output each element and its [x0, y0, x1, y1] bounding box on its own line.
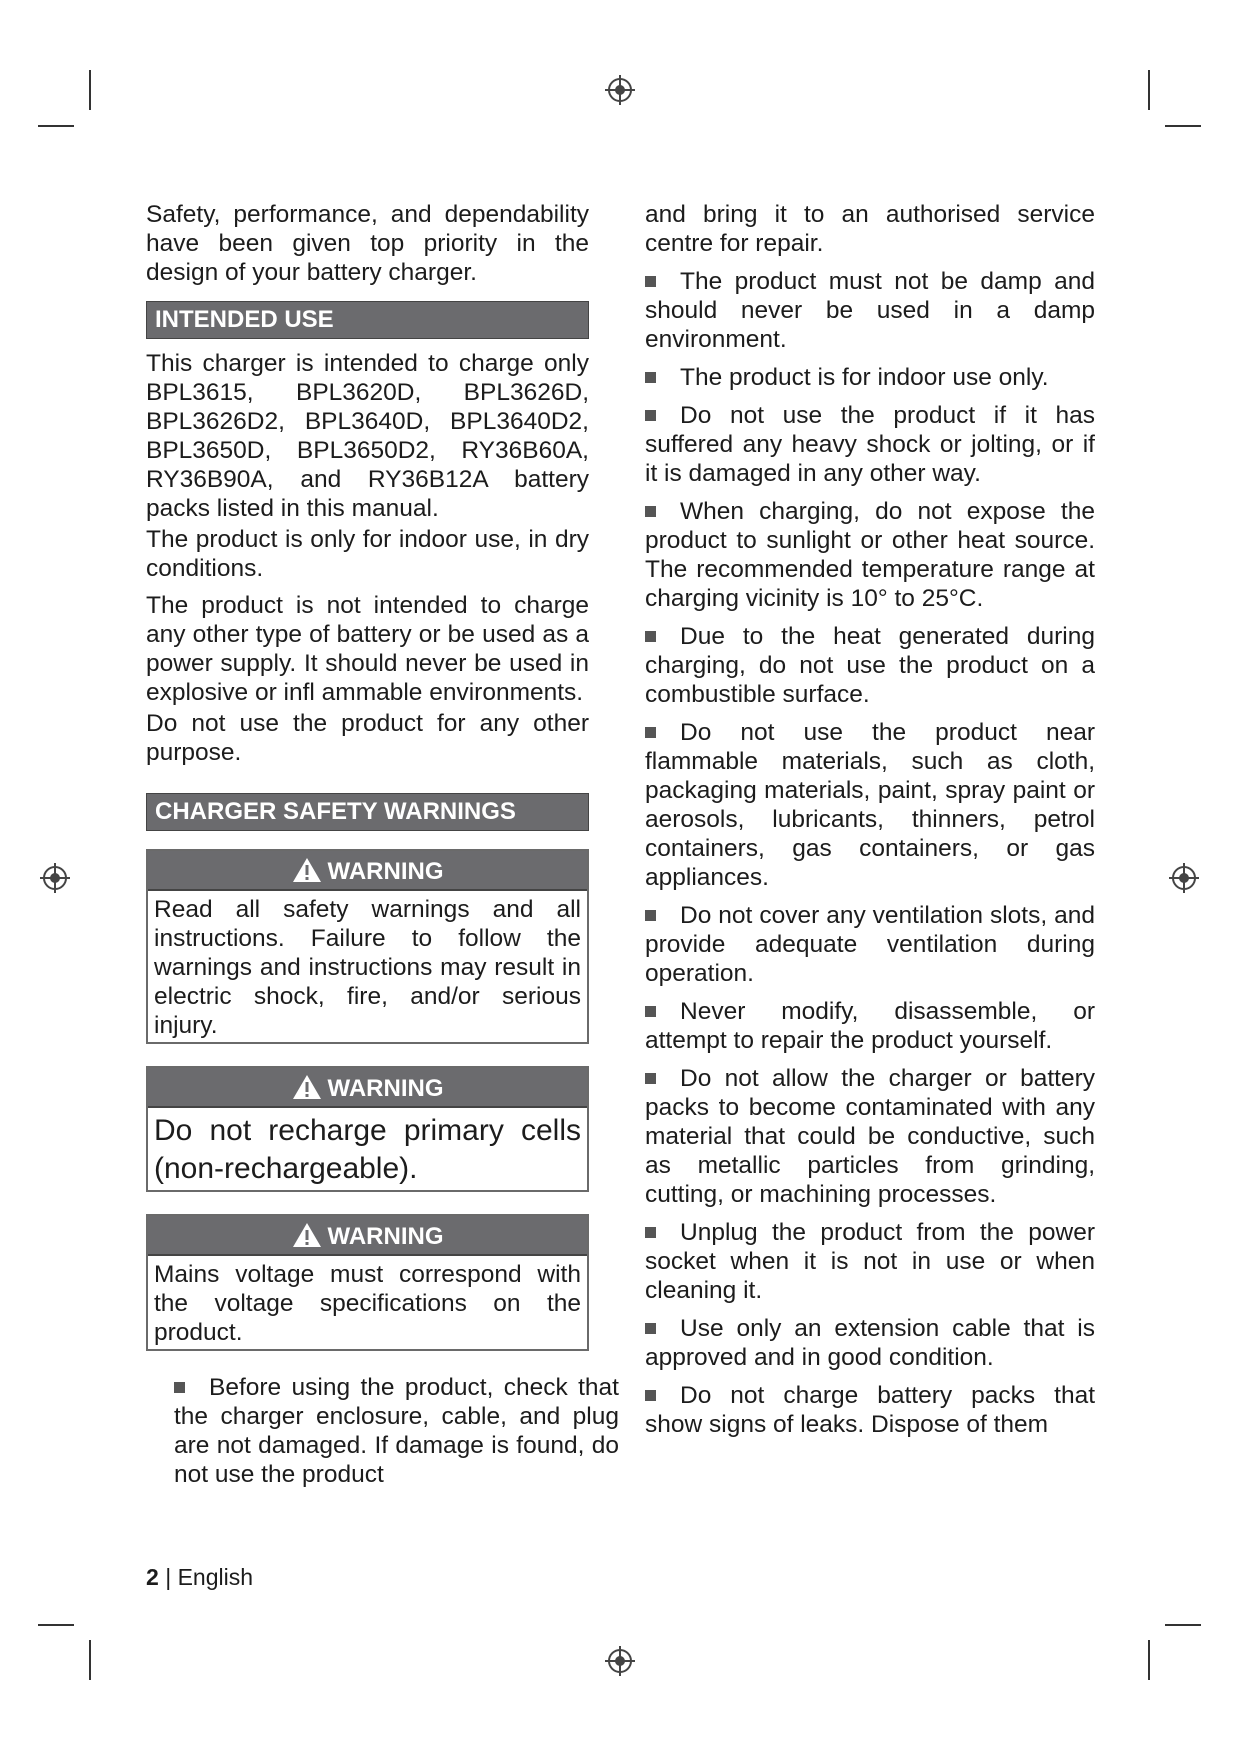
intended-use-paragraph: Do not use the product for any other purpose. — [146, 710, 589, 766]
bullet-square-icon — [645, 910, 656, 921]
warning-triangle-icon — [292, 1222, 322, 1248]
crop-mark — [1165, 125, 1201, 127]
bullet-item: Before using the product, check that the charger enclosure, cable, and plug are not damaged. If damage is found, do not use the product — [174, 1374, 619, 1488]
warning-title: WARNING — [327, 858, 444, 885]
crop-mark — [38, 125, 74, 127]
right-column — [645, 200, 1095, 1448]
safety-warnings-heading: CHARGER SAFETY WARNINGS — [146, 793, 589, 831]
bullet-square-icon — [645, 1073, 656, 1084]
bullet-square-icon — [645, 1227, 656, 1238]
bullet-square-icon — [645, 1390, 656, 1401]
bullet-item: The product must not be damp and should never be used in a damp environment. — [645, 268, 1095, 353]
bullet-item: Unplug the product from the power socket when it is not in use or when cleaning it. — [645, 1219, 1095, 1304]
registration-mark-icon — [604, 74, 636, 106]
left-column — [146, 200, 619, 1498]
bullet-item: Use only an extension cable that is approved and in good condition. — [645, 1315, 1095, 1371]
bullet-square-icon — [174, 1382, 185, 1393]
bullet-square-icon — [645, 1323, 656, 1334]
bullet-square-icon — [645, 410, 656, 421]
intended-use-paragraph: This charger is intended to charge only BPL3615, BPL3620D, BPL3626D, BPL3626D2, BPL3640D, BPL3640D2, BPL3650D, BPL3650D2, RY36B60A, RY36B90A, and RY36B12A battery packs listed in this manual. — [146, 350, 589, 522]
intro-paragraph: Safety, performance, and dependability have been given top priority in the design of your battery charger. — [146, 201, 589, 286]
warning-box — [146, 1066, 589, 1192]
warning-triangle-icon — [292, 857, 322, 883]
continuation-text: and bring it to an authorised service centre for repair. — [645, 201, 1095, 257]
warning-text: Do not recharge primary cells (non-rechargeable). — [154, 1114, 581, 1185]
bullet-item: Do not charge battery packs that show signs of leaks. Dispose of them — [645, 1382, 1095, 1438]
bullet-square-icon — [645, 276, 656, 287]
registration-mark-icon — [604, 1645, 636, 1677]
intended-use-paragraph: The product is only for indoor use, in dry conditions. — [146, 526, 589, 582]
registration-mark-icon — [39, 862, 71, 894]
crop-mark — [89, 1640, 91, 1680]
bullet-item: Do not use the product near flammable materials, such as cloth, packaging materials, paint, spray paint or aerosols, lubricants, thinners, petrol containers, gas containers, or gas appliances. — [645, 719, 1095, 891]
page-footer — [146, 1564, 253, 1591]
warning-title: WARNING — [327, 1223, 444, 1250]
intended-use-paragraph: The product is not intended to charge any other type of battery or be used as a power supply. It should never be used in explosive or infl ammable environments. — [146, 592, 589, 706]
warning-box — [146, 849, 589, 1044]
footer-separator: | — [165, 1564, 172, 1590]
crop-mark — [38, 1624, 74, 1626]
bullet-square-icon — [645, 506, 656, 517]
bullet-square-icon — [645, 727, 656, 738]
warning-box — [146, 1214, 589, 1351]
registration-mark-icon — [1168, 862, 1200, 894]
warning-text: Mains voltage must correspond with the voltage specifications on the product. — [154, 1261, 581, 1346]
warning-title: WARNING — [327, 1075, 444, 1102]
warning-text: Read all safety warnings and all instructions. Failure to follow the warnings and instructions may result in electric shock, fire, and/or serious injury. — [154, 896, 581, 1039]
footer-language: English — [177, 1564, 253, 1590]
bullet-item: Due to the heat generated during charging, do not use the product on a combustible surface. — [645, 623, 1095, 708]
intended-use-heading: INTENDED USE — [146, 301, 589, 339]
warning-triangle-icon — [292, 1074, 322, 1100]
crop-mark — [1148, 70, 1150, 110]
page-number: 2 — [146, 1564, 159, 1590]
crop-mark — [89, 70, 91, 110]
bullet-item: Do not use the product if it has suffered any heavy shock or jolting, or if it is damaged in any other way. — [645, 402, 1095, 487]
bullet-item: Never modify, disassemble, or attempt to repair the product yourself. — [645, 998, 1095, 1054]
bullet-item: Do not allow the charger or battery packs to become contaminated with any material that could be conductive, such as metallic particles from grinding, cutting, or machining processes. — [645, 1065, 1095, 1208]
bullet-item: When charging, do not expose the product to sunlight or other heat source. The recommended temperature range at charging vicinity is 10° to 25°C. — [645, 498, 1095, 612]
bullet-square-icon — [645, 372, 656, 383]
bullet-item: Do not cover any ventilation slots, and provide adequate ventilation during operation. — [645, 902, 1095, 987]
warning-header — [148, 1068, 587, 1108]
warning-header — [148, 851, 587, 891]
warning-header — [148, 1216, 587, 1256]
crop-mark — [1165, 1624, 1201, 1626]
bullet-item: The product is for indoor use only. — [645, 363, 1095, 392]
bullet-square-icon — [645, 631, 656, 642]
crop-mark — [1148, 1640, 1150, 1680]
bullet-square-icon — [645, 1006, 656, 1017]
